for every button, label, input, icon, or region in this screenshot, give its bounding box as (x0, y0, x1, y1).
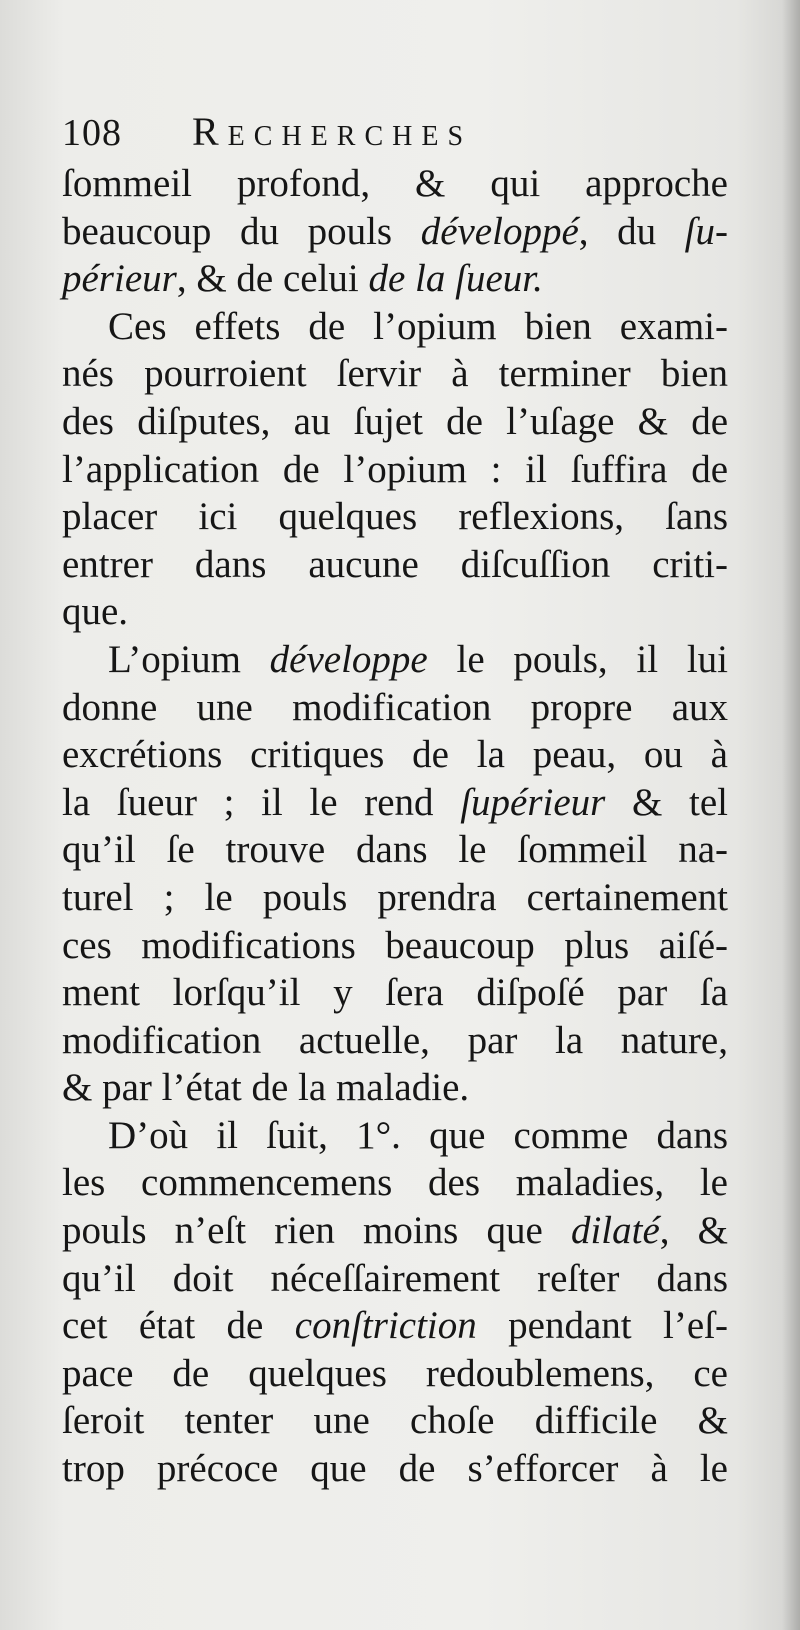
text-run: qu’il doit néceſſairement reſter dans (62, 1256, 728, 1300)
text-line (62, 1302, 728, 1350)
text-run: les commencemens des maladies, le (62, 1161, 728, 1205)
text-run: de la ſueur. (368, 257, 543, 301)
text-line (62, 1255, 728, 1303)
text-line (62, 255, 728, 303)
text-run: trop précoce que de s’efforcer à le (62, 1447, 728, 1491)
text-line (62, 1064, 728, 1112)
text-run: des diſputes, au ſujet de l’uſage & de (62, 399, 728, 443)
text-line (62, 826, 728, 874)
text-run: ſupérieur (460, 780, 606, 824)
text-run: ſeroit tenter une choſe difficile & (62, 1399, 728, 1443)
text-run: périeur (62, 257, 177, 301)
page-edge-shadow (782, 0, 800, 1630)
text-line (62, 874, 728, 922)
text-line (62, 779, 728, 827)
text-run: , du (578, 209, 685, 253)
text-run: qu’il ſe trouve dans le ſommeil na- (62, 828, 728, 872)
text-run: ſommeil profond, & qui approche (62, 162, 728, 205)
text-line (62, 398, 728, 446)
text-line (62, 1445, 728, 1493)
text-line (62, 541, 728, 589)
text-line (62, 588, 728, 636)
text-line (62, 969, 728, 1017)
text-run: placer ici quelques reflexions, ſans (62, 495, 728, 539)
text-run: le pouls, il lui (427, 637, 728, 681)
text-run: dilaté (570, 1209, 660, 1253)
text-run: pace de quelques redoublemens, ce (62, 1351, 728, 1395)
text-run: conſtriction (294, 1304, 477, 1348)
running-title: Recherches (192, 109, 473, 154)
text-run: modification actuelle, par la nature, (62, 1018, 728, 1062)
text-line (62, 160, 728, 208)
page-header (62, 108, 728, 160)
text-run: ment lorſqu’il y ſera diſpoſé par ſa (62, 971, 728, 1015)
text-run: cet état de (62, 1304, 295, 1348)
text-run: donne une modification propre aux (62, 685, 728, 729)
text-line (62, 731, 728, 779)
text-line (62, 1350, 728, 1398)
text-line (62, 350, 728, 398)
text-run: développe (269, 637, 428, 681)
text-run: que. (62, 590, 129, 634)
text-run: l’application de l’opium : il ſuffira de (62, 447, 728, 491)
text-run: excrétions critiques de la peau, ou à (62, 733, 728, 777)
text-run: pouls n’eſt rien moins que (62, 1209, 571, 1253)
text-run: L’opium (108, 637, 270, 681)
text-run: & par l’état de la maladie. (62, 1066, 470, 1110)
text-line (62, 1112, 728, 1160)
text-run: nés pourroient ſervir à terminer bien (62, 352, 728, 396)
text-line (62, 1159, 728, 1207)
text-line (62, 684, 728, 732)
text-block (62, 108, 728, 1493)
text-run: entrer dans aucune diſcuſſion criti- (62, 542, 728, 586)
text-line (62, 922, 728, 970)
text-line (62, 1397, 728, 1445)
text-line (62, 1207, 728, 1255)
text-line (62, 636, 728, 684)
text-run: Ces effets de l’opium bien exami- (108, 304, 728, 348)
text-run: développé (420, 209, 579, 253)
text-run: , & de celui (176, 257, 369, 301)
text-run: & tel (605, 780, 728, 824)
body-text (62, 160, 728, 1493)
text-run: beaucoup du pouls (62, 209, 421, 253)
text-line (62, 493, 728, 541)
text-line (62, 208, 728, 256)
text-run: ces modifications beaucoup plus aiſé- (62, 923, 728, 967)
text-run: la ſueur ; il le rend (62, 780, 461, 824)
text-line (62, 1017, 728, 1065)
text-line (62, 303, 728, 351)
text-run: pendant l’eſ- (476, 1304, 728, 1348)
text-line (62, 446, 728, 494)
text-run: turel ; le pouls prendra certainement (62, 875, 728, 919)
text-run: ſu- (684, 209, 728, 253)
page-number: 108 (62, 112, 122, 154)
text-run: D’où il ſuit, 1°. que comme dans (108, 1113, 728, 1157)
text-run: , & (659, 1209, 728, 1253)
